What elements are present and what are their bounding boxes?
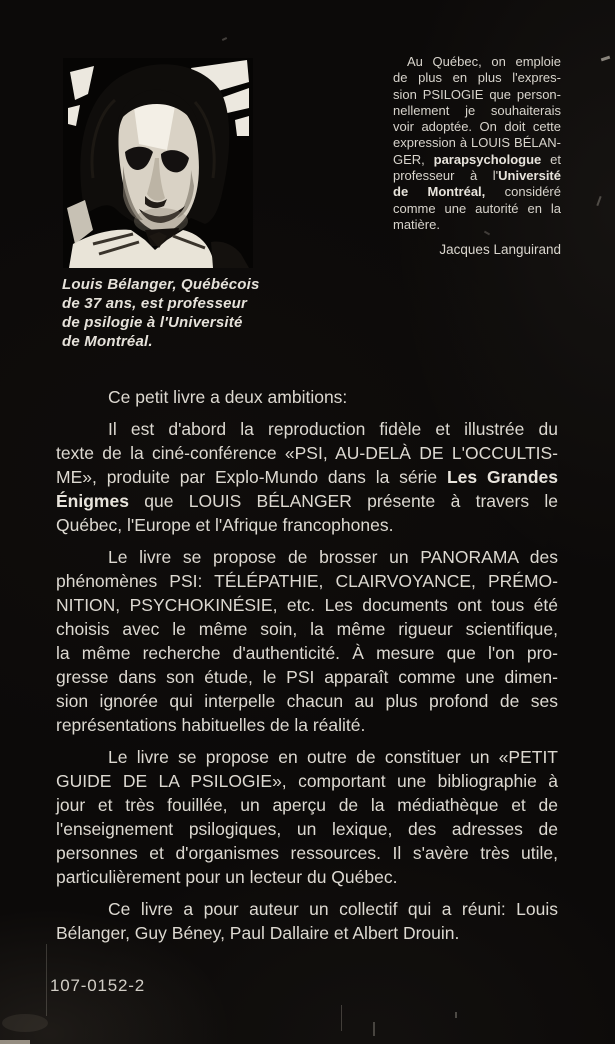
body-text xyxy=(56,385,558,953)
text-line: phénomènes PSI: TÉLÉPATHIE, CLAIRVOYANCE, PRÉMO- xyxy=(56,571,558,591)
quote-attribution: Jacques Languirand xyxy=(439,242,561,258)
quote-block xyxy=(393,54,561,259)
scratch-mark xyxy=(596,196,601,206)
text-line: Bélanger, Guy Béney, Paul Dallaire et Albert Drouin. xyxy=(56,923,460,943)
scratch-mark xyxy=(46,944,47,1016)
text-line: voir adoptée. On doit cette xyxy=(393,119,561,135)
scratch-mark xyxy=(455,1012,457,1018)
catalog-number: 107-0152-2 xyxy=(50,976,145,995)
text-line: NITION, PSYCHOKINÉSIE, etc. Les documents ont tous été xyxy=(56,595,558,615)
quote-text xyxy=(393,54,561,233)
text-line: Il est d'abord la reproduction fidèle et illustrée du xyxy=(108,419,558,439)
text-line: de psilogie à l'Université xyxy=(62,314,243,331)
text-line: comme une autorité en la xyxy=(393,200,561,216)
text-line: expression à LOUIS BÉLAN- xyxy=(393,135,561,151)
text-line: GUIDE DE LA PSILOGIE», comportant une bibliographie à xyxy=(56,771,558,791)
text-line: représentations habituelles de la réalité. xyxy=(56,715,366,735)
scratch-mark xyxy=(373,1022,375,1036)
text-line: Au Québec, on emploie xyxy=(407,54,561,69)
text-line: de Montréal. xyxy=(62,333,153,350)
text-line: de 37 ans, est professeur xyxy=(62,295,248,312)
text-line: texte de la ciné-conférence «PSI, AU-DELÀ DE L'OCCULTIS- xyxy=(56,443,558,463)
scratch-mark xyxy=(222,37,227,41)
text-line: l'enseignement psilogiques, un lexique, des adresses de xyxy=(56,819,558,839)
text-line: Louis Bélanger, Québécois xyxy=(62,276,260,293)
text-line: matière. xyxy=(393,216,440,232)
text-line: la même recherche d'authenticité. À mesure que l'on pro- xyxy=(56,643,558,663)
text-line: Le livre se propose de brosser un PANORAMA des xyxy=(108,547,558,567)
text-line: jour et très fouillée, un aperçu de la médiathèque et de xyxy=(56,795,558,815)
scratch-mark xyxy=(341,1005,342,1031)
text-line: sion ignorée qui interpelle chacun au plus profond de ses xyxy=(56,691,558,711)
paragraph-panorama xyxy=(56,545,558,737)
text-line: Le livre se propose en outre de constituer un «PETIT xyxy=(108,747,558,767)
photo-caption xyxy=(62,275,312,351)
text-line: gresse dans son étude, le PSI apparaît comme une dimen- xyxy=(56,667,558,687)
text-line: professeur à l'Université xyxy=(393,168,561,184)
text-line: sion PSILOGIE que person- xyxy=(393,86,561,102)
text-line: Énigmes que LOUIS BÉLANGER présente à travers le xyxy=(56,491,558,511)
text-line: GER, parapsychologue et xyxy=(393,151,561,167)
portrait-photo xyxy=(63,58,253,268)
text-line: de plus en plus l'expres- xyxy=(393,70,561,86)
paragraph-ambitions xyxy=(56,385,558,409)
paragraph-auteurs xyxy=(56,897,558,945)
scratch-mark xyxy=(601,56,610,62)
text-line: Ce livre a pour auteur un collectif qui a réuni: Louis xyxy=(108,899,558,919)
text-line: ME», produite par Explo-Mundo dans la série Les Grandes xyxy=(56,467,558,487)
text-line: de Montréal, considéré xyxy=(393,184,561,200)
portrait-illustration xyxy=(63,58,253,268)
scratch-mark xyxy=(2,1014,48,1032)
text-line: nellement je souhaiterais xyxy=(393,102,561,118)
scratch-mark xyxy=(0,1040,30,1044)
text-line: particulièrement pour un lecteur du Québec. xyxy=(56,867,398,887)
text-line: choisis avec le même soin, la même rigueur scientifique, xyxy=(56,619,558,639)
paragraph-cine-conference xyxy=(56,417,558,537)
text-line: Ce petit livre a deux ambitions: xyxy=(108,387,348,407)
text-line: personnes et d'organismes ressources. Il s'avère très utile, xyxy=(56,843,558,863)
paragraph-petit-guide xyxy=(56,745,558,889)
text-line: Québec, l'Europe et l'Afrique francophones. xyxy=(56,515,394,535)
